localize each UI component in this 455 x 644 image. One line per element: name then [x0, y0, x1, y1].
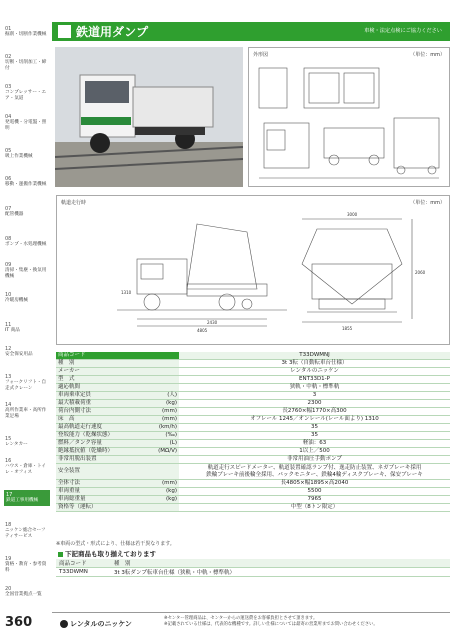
- spec-value: 35: [179, 424, 450, 432]
- table-row: [56, 416, 450, 424]
- sidebar-item-label: ポンプ・水処理機械: [5, 242, 47, 247]
- spec-unit: (mm): [151, 416, 179, 424]
- sidebar-item-number: 19: [5, 556, 12, 562]
- sidebar-item-18[interactable]: [5, 522, 49, 540]
- sidebar-item-label: 掘削・切断作業機械: [5, 32, 47, 37]
- dim-label: 1310: [121, 290, 132, 295]
- spec-unit: (MΩ/V): [151, 448, 179, 456]
- footer-note-2: ※記載されている仕様は、代表的な機種です。詳しい仕様については最寄の営業所までお問い合わせください。: [164, 622, 378, 627]
- chapter-index-sidebar: [0, 0, 48, 644]
- table-row: [56, 496, 450, 504]
- spec-value: 狭軌・中軌・標準軌: [179, 384, 450, 392]
- sidebar-item-label: フォークリフト・自走式クレーン: [5, 380, 47, 391]
- sidebar-item-label: 高所作業車・高所作業足場: [5, 408, 47, 419]
- sidebar-item-09[interactable]: [5, 262, 49, 280]
- sidebar-item-label: IT 商品: [5, 328, 20, 333]
- spec-value: [179, 464, 450, 480]
- spec-value: 軽油：63: [179, 440, 450, 448]
- spec-value: 7965: [179, 496, 450, 504]
- accessory-type: 3t 3転ダンプ転車台仕様（狭軌・中軌・標準軌）: [111, 568, 450, 577]
- sidebar-item-14[interactable]: [5, 402, 49, 420]
- sidebar-item-label: 資格・教育・参考資料: [5, 562, 47, 573]
- sidebar-item-number: 15: [5, 436, 12, 442]
- spec-label: 床 高: [56, 416, 151, 424]
- spec-unit: (L): [151, 440, 179, 448]
- sidebar-item-number: 13: [5, 374, 12, 380]
- spec-value: T33DWMNJ: [179, 352, 450, 360]
- spec-value: 35: [179, 432, 450, 440]
- spec-label: 種 別: [56, 360, 151, 368]
- table-row: [56, 392, 450, 400]
- sidebar-item-number: 03: [5, 84, 12, 90]
- spec-unit: (kg): [151, 496, 179, 504]
- spec-value: ENT33D1-P: [179, 376, 450, 384]
- sidebar-item-number: 10: [5, 292, 12, 298]
- spec-unit: (‰): [151, 432, 179, 440]
- spec-label: 資格等（運転）: [56, 504, 151, 512]
- sidebar-item-02[interactable]: [5, 54, 49, 72]
- table-row: [56, 352, 450, 360]
- rail-caption: 軌道走行時: [61, 200, 87, 206]
- sidebar-item-label: 配管機器: [5, 212, 24, 217]
- spec-label: 燃料／タンク容量: [56, 440, 151, 448]
- sidebar-item-number: 11: [5, 322, 12, 328]
- table-row: [56, 448, 450, 456]
- spec-label: 登坂能力（乾燥状態）: [56, 432, 151, 440]
- spec-value: 5500: [179, 488, 450, 496]
- table-row: [56, 568, 450, 577]
- sidebar-item-number: 04: [5, 114, 12, 120]
- sidebar-item-number: 07: [5, 206, 12, 212]
- sidebar-item-number: 09: [5, 262, 12, 268]
- dim-label: 1855: [342, 326, 353, 331]
- sidebar-item-number: 01: [5, 26, 12, 32]
- outline-drawing-panel: [248, 47, 450, 187]
- accessories-table: [56, 559, 450, 577]
- spec-unit: (km/h): [151, 424, 179, 432]
- spec-label: 商品コード: [56, 352, 151, 360]
- spec-unit: (kg): [151, 488, 179, 496]
- table-row: [56, 384, 450, 392]
- sidebar-item-number: 08: [5, 236, 12, 242]
- sidebar-item-label: 全国営業拠点一覧: [5, 592, 42, 597]
- table-row: [56, 440, 450, 448]
- dim-label: 2430: [207, 320, 218, 325]
- page-number: 360: [5, 615, 33, 630]
- sidebar-item-01[interactable]: [5, 26, 49, 38]
- rail-drawing-icon: [57, 204, 449, 344]
- page-header: [52, 22, 450, 41]
- sidebar-item-number: 06: [5, 176, 12, 182]
- sidebar-item-16[interactable]: [5, 458, 49, 476]
- spec-label: 最高軌道走行速度: [56, 424, 151, 432]
- spec-unit: [151, 384, 179, 392]
- footer-notes: [164, 616, 378, 628]
- product-photo: [55, 47, 243, 187]
- table-row: [56, 488, 450, 496]
- spec-unit: (kg): [151, 400, 179, 408]
- square-bullet-icon: [58, 552, 63, 557]
- sidebar-item-label: 鉄道工事用機械: [6, 498, 39, 503]
- table-row: [56, 408, 450, 416]
- sidebar-item-label: ハウス・倉庫・トイレ・オフィス: [5, 464, 46, 475]
- sidebar-item-label: コンプレッサー・エア・気道: [5, 90, 47, 101]
- sidebar-item-label: 清掃・集塵・換気用機械: [5, 268, 47, 279]
- spec-value: 3: [179, 392, 450, 400]
- spec-value: 長2760×幅1770×高300: [179, 408, 450, 416]
- outline-drawing-icon: [249, 58, 449, 186]
- sidebar-item-number: 16: [5, 458, 12, 464]
- spec-unit: (mm): [151, 408, 179, 416]
- sidebar-item-label: 冷暖房機械: [5, 298, 28, 303]
- logo-mark-icon: [60, 620, 68, 628]
- sidebar-item-05[interactable]: [5, 148, 49, 160]
- sidebar-item-label: 発電機・分電盤・照明: [5, 120, 47, 131]
- spec-label: 非常用脱出装置: [56, 456, 151, 464]
- spec-value: オフレール 1245／オンレール(レール面より) 1310: [179, 416, 450, 424]
- spec-label: 車両総重量: [56, 496, 151, 504]
- spec-label: 安全装置: [56, 464, 151, 480]
- rail-unit: （単位：mm）: [410, 200, 445, 206]
- sidebar-item-number: 12: [5, 346, 12, 352]
- sidebar-item-number: 17: [6, 492, 13, 498]
- sidebar-item-13[interactable]: [5, 374, 49, 392]
- rail-drawing-panel: [56, 195, 450, 345]
- spec-value: 2300: [179, 400, 450, 408]
- sidebar-item-label: 安全保安用品: [5, 352, 33, 357]
- table-row: [56, 480, 450, 488]
- sidebar-item-label: 吸上作業機械: [5, 154, 33, 159]
- accessories-title: [58, 549, 156, 558]
- spec-label: メーカー: [56, 368, 151, 376]
- page-title: 鉄道用ダンプ: [76, 25, 149, 39]
- sidebar-item-number: 05: [5, 148, 12, 154]
- table-row: [56, 376, 450, 384]
- col-header-type: 種 別: [111, 559, 450, 568]
- spec-value: 長4805×幅1895×高2040: [179, 480, 450, 488]
- table-row: [56, 400, 450, 408]
- spec-label: 全体寸法: [56, 480, 151, 488]
- outline-unit: （単位：mm）: [410, 52, 445, 58]
- page-footer: [52, 612, 450, 634]
- sidebar-item-number: 20: [5, 586, 12, 592]
- sidebar-item-11[interactable]: [5, 322, 49, 334]
- col-header-code: 商品コード: [56, 559, 111, 568]
- table-row: [56, 456, 450, 464]
- accessories-title-text: 下記商品も取り揃えております: [65, 550, 156, 558]
- spec-unit: [151, 360, 179, 368]
- spec-label: 荷台内側寸法: [56, 408, 151, 416]
- sidebar-item-15[interactable]: [5, 436, 49, 448]
- spec-value: レンタルのニッケン: [179, 368, 450, 376]
- spec-unit: [151, 368, 179, 376]
- spec-table: [56, 352, 450, 512]
- spec-unit: [151, 504, 179, 512]
- sidebar-item-label: 切断・切削加工・締付: [5, 60, 47, 71]
- spec-value: 中型（8トン限定）: [179, 504, 450, 512]
- table-row: [56, 360, 450, 368]
- dim-label: 4805: [197, 328, 208, 333]
- dim-label: 2060: [415, 270, 426, 275]
- sidebar-item-04[interactable]: [5, 114, 49, 132]
- spec-label: 適応軌間: [56, 384, 151, 392]
- sidebar-item-number: 02: [5, 54, 12, 60]
- table-row: [56, 424, 450, 432]
- sidebar-item-08[interactable]: [5, 236, 49, 248]
- spec-value-line: 鉄輪ブレーキ前後輪全採用、バックモニター、鉄輪4輪ディスクブレーキ、保安ブレーキ: [206, 471, 423, 478]
- spec-unit: [151, 464, 179, 480]
- spec-value: 3t 3転（自動転車台仕様）: [179, 360, 450, 368]
- spec-footnote: ※車両の型式・形式により、仕様は若干異なります。: [56, 541, 175, 547]
- sidebar-item-label: レンタカー: [5, 442, 28, 447]
- spec-label: 型 式: [56, 376, 151, 384]
- dump-truck-photo-icon: [55, 47, 243, 187]
- outline-caption: 外形図: [253, 52, 269, 58]
- sidebar-item-10[interactable]: [5, 292, 49, 304]
- sidebar-item-12[interactable]: [5, 346, 49, 358]
- sidebar-item-07[interactable]: [5, 206, 49, 218]
- accessory-code: T33DWMN: [56, 568, 111, 577]
- spec-label: 車両重量: [56, 488, 151, 496]
- dim-label: 3000: [347, 212, 358, 217]
- sidebar-item-number: 14: [5, 402, 12, 408]
- table-header-row: [56, 559, 450, 568]
- sidebar-item-label: 移動・運搬作業機械: [5, 182, 47, 187]
- logo-text: レンタルのニッケン: [70, 620, 132, 628]
- spec-unit: [151, 456, 179, 464]
- spec-value: 1以上／500: [179, 448, 450, 456]
- table-row: [56, 504, 450, 512]
- sidebar-item-06[interactable]: [5, 176, 49, 188]
- sidebar-item-03[interactable]: [5, 84, 49, 102]
- spec-unit: [151, 352, 179, 360]
- spec-label: 最大積載荷重: [56, 400, 151, 408]
- table-row: [56, 464, 450, 480]
- spec-label: 絶縁抵抗値（乾燥時）: [56, 448, 151, 456]
- spec-unit: [151, 376, 179, 384]
- sidebar-item-20[interactable]: [5, 586, 49, 598]
- spec-unit: (mm): [151, 480, 179, 488]
- spec-value-line: 軌道走行スピードメーター、軌道装置確認ランプ付、逸走防止装置、ネガブレーキ採用: [207, 464, 422, 471]
- spec-value: 非常用油圧手動ポンプ: [179, 456, 450, 464]
- sidebar-item-label: ニッケン総合セーフティサービス: [5, 528, 46, 539]
- sidebar-item-17[interactable]: [4, 490, 50, 506]
- inspection-note: 車検・法定点検にご協力ください: [364, 28, 442, 34]
- company-logo: [60, 619, 132, 629]
- sidebar-item-number: 18: [5, 522, 12, 528]
- sidebar-item-19[interactable]: [5, 556, 49, 574]
- table-row: [56, 368, 450, 376]
- spec-label: 車両乗車定員: [56, 392, 151, 400]
- footer-note-1: ※センター管理商品は、センターからの運送費をお客様負担とさせて頂きます。: [164, 616, 318, 621]
- table-row: [56, 432, 450, 440]
- header-badge-icon: [58, 25, 71, 38]
- spec-unit: (人): [151, 392, 179, 400]
